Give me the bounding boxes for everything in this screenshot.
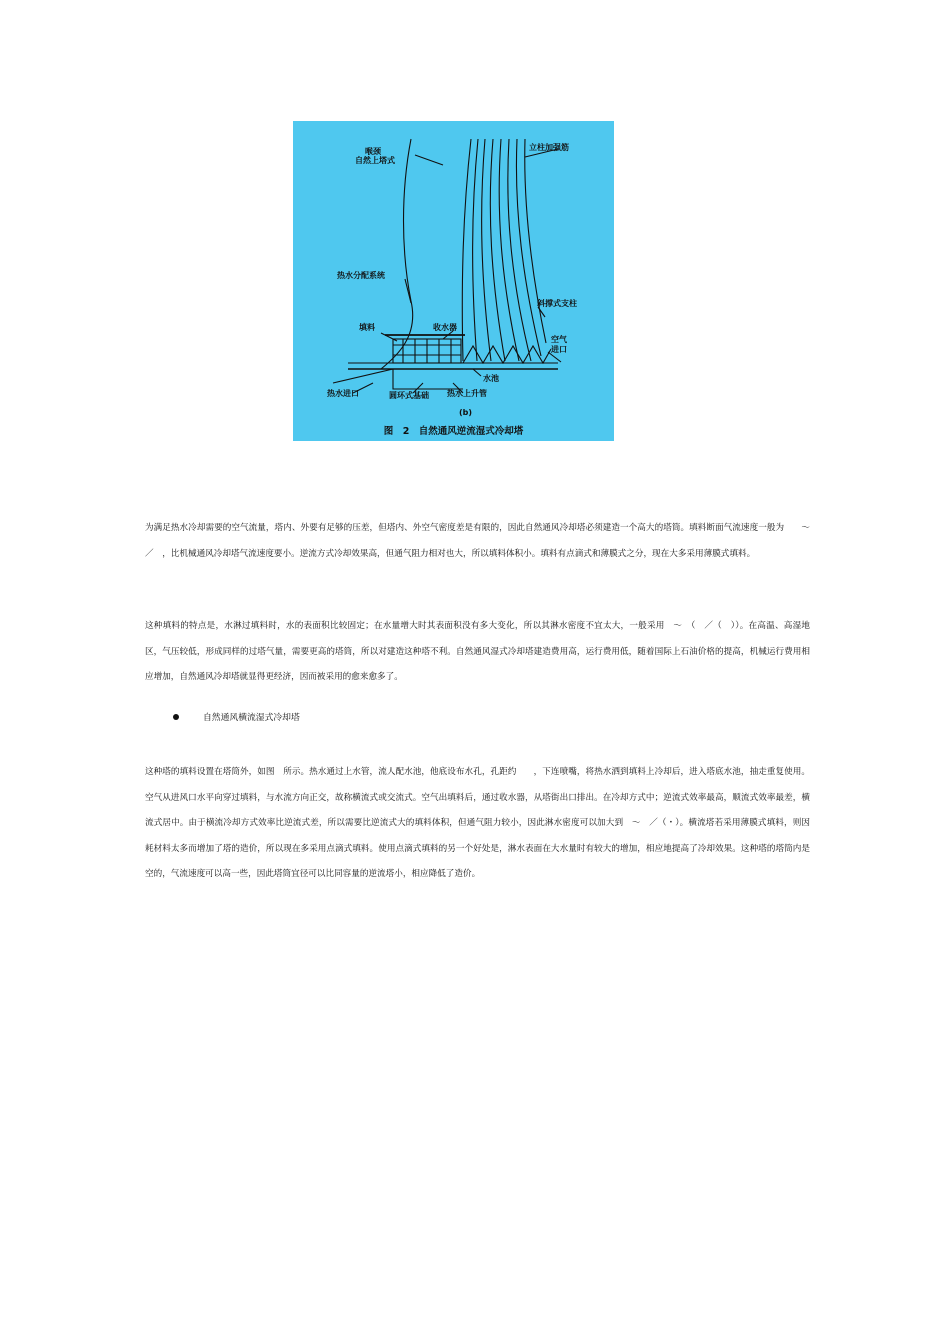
- label-air-inlet: 进口: [551, 345, 567, 354]
- paragraph-1: 为满足热水冷却需要的空气流量，塔内、外要有足够的压差，但塔内、外空气密度差是有限的，因此自然通风冷却塔必须建造一个高大的塔筒。填料断面气流速度一般为 ～ ／ ，比机械通风冷却塔气流速度要小。逆流方式冷却效果高，但通气阻力相对也大，所以填料体积小。填料有点滴式和薄膜式之分，现在大多采用薄膜式填料。: [145, 523, 828, 559]
- bullet-icon: [173, 714, 179, 720]
- label-support: 斜撑式支柱: [537, 299, 577, 308]
- label-shell-top: 自然上塔式: [355, 156, 395, 165]
- section-heading: 自然通风横流湿式冷却塔: [203, 713, 300, 723]
- figure-caption: 图 2 自然通风逆流湿式冷却塔: [383, 426, 524, 437]
- label-riser: 热水上升管: [447, 389, 487, 398]
- label-fill: 填料: [359, 323, 375, 332]
- label-air: 空气: [551, 335, 567, 344]
- label-hot-water-inlet: 热水进口: [327, 389, 359, 398]
- cooling-tower-figure: [293, 121, 614, 441]
- label-distribution: 热水分配系统: [337, 271, 385, 280]
- paragraph-3: 这种塔的填料设置在塔筒外，如图 所示。热水通过上水管，流人配水池，他底设布水孔，孔距约 ，下连喷嘴，将热水洒到填料上冷却后，进入塔底水池，抽走重复使用。空气从进风口水平向穿过填料，与水流方向正交，故称横流式或交流式。空气出填料后，通过收水器，从塔街出口排出。在冷却方式中；逆流式效率最高，顺流式效率最差，横流式居中。由于横流冷却方式效率比逆流式差，所以需要比逆流式大的填料体积，但通气阻力较小，因此淋水密度可以加大到 ～ ／（・）。横流塔若采用薄膜式填料，则因耗材料太多而增加了塔的造价，所以现在多采用点滴式填料。使用点滴式填料的另一个好处是，淋水表面在大水量时有较大的增加，相应地提高了冷却效果。这种塔的塔筒内是空的，气流速度可以高一些，因此塔筒宜径可以比同容量的逆流塔小，相应降低了造价。: [145, 767, 810, 879]
- label-foundation: 圆环式基础: [389, 391, 429, 400]
- label-stiffener: 立柱加强筋: [529, 143, 569, 152]
- label-eliminator: 收水器: [433, 323, 457, 332]
- label-sub: (b): [459, 408, 473, 417]
- label-throat: 喉颈: [365, 147, 381, 156]
- paragraph-2: 这种填料的特点是，水淋过填料时，水的表面积比较固定；在水量增大时其表面积没有多大变化，所以其淋水密度不宜太大，一般采用 ～ （ ／（ ））。在高温、高湿地区，气压较低，形成同样的过塔气量，需要更高的塔筒，所以对建造这种塔不利。自然通风湿式冷却塔建造费用高，运行费用低，随着国际上石油价格的提高，机械运行费用相应增加，自然通风冷却塔就显得更经济，因而被采用的愈来愈多了。: [145, 621, 810, 682]
- label-pool: 水池: [483, 374, 499, 383]
